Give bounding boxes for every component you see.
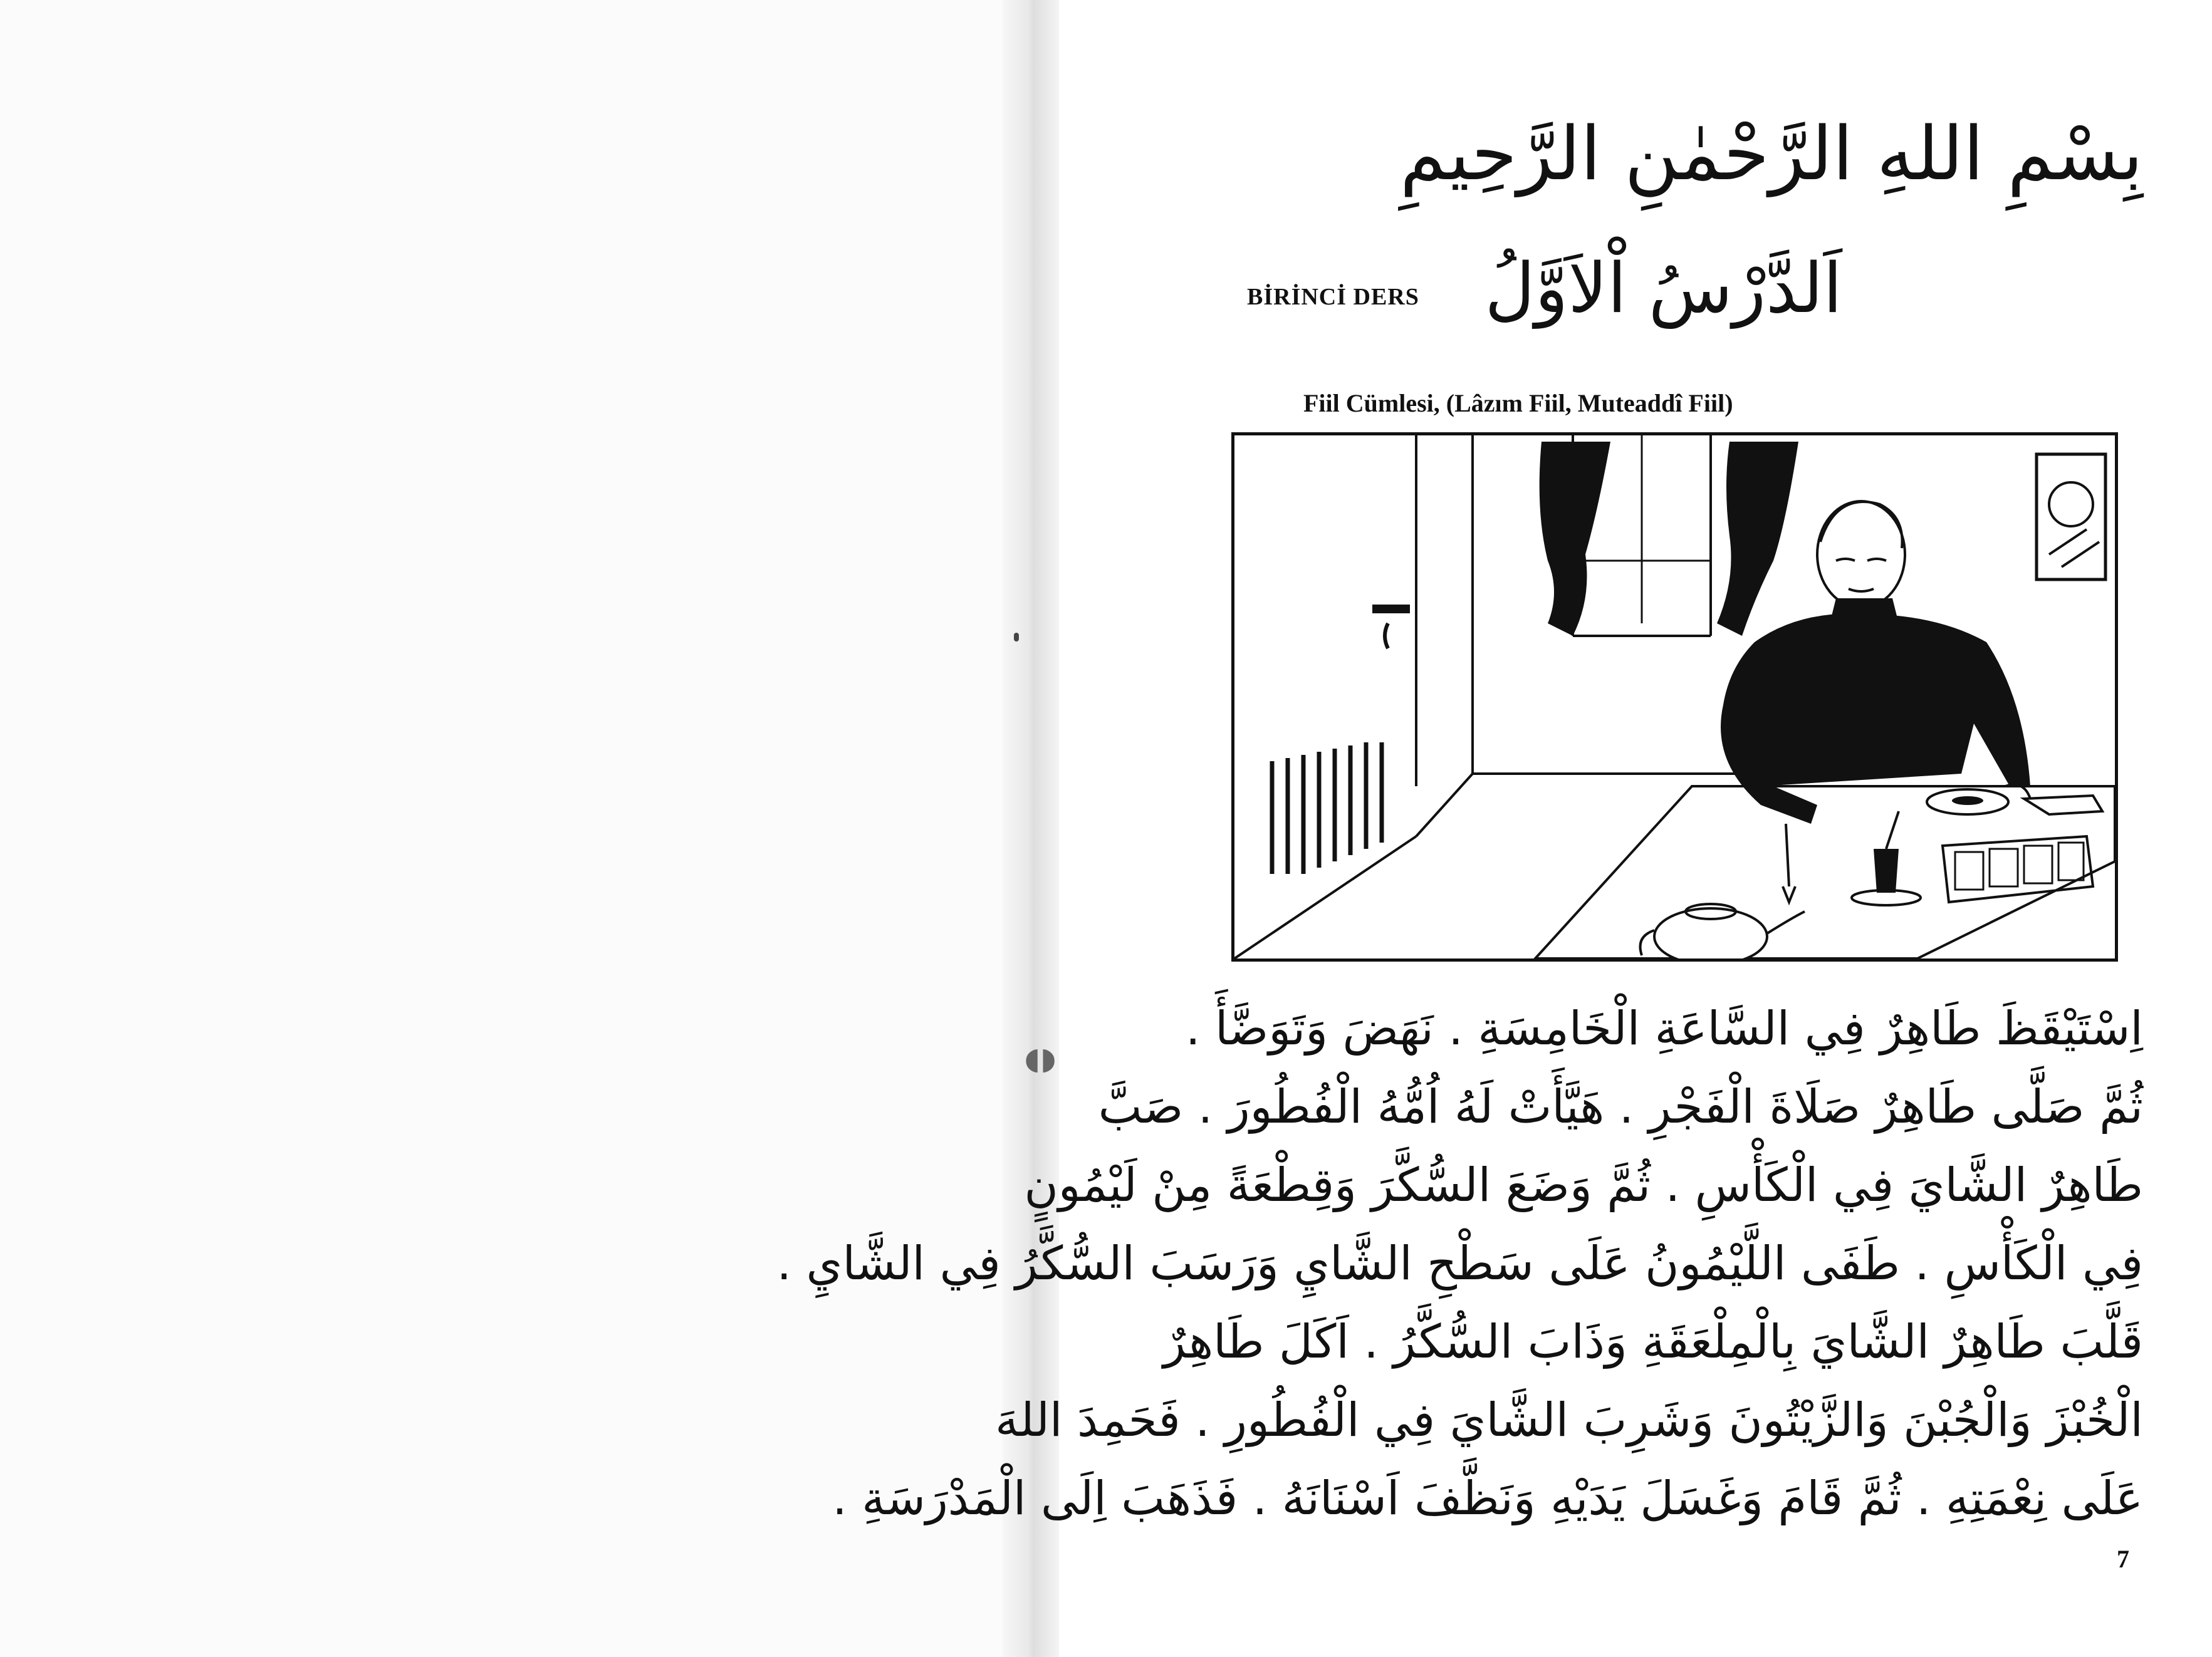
table-icon: [1535, 786, 2115, 958]
text-line-5: قَلَّبَ طَاهِرٌ الشَّايَ بِالْمِلْعَقَةِ وَذَابَ السُّكَّرُ . اَكَلَ طَاهِرٌ: [1163, 1315, 2143, 1369]
text-line-6: الْخُبْزَ وَالْجُبْنَ وَالزَّيْتُونَ وَشَرِبَ الشَّايَ فِي الْفُطُورِ . فَحَمِدَ اللهَ: [995, 1393, 2143, 1447]
text-line-7: عَلَى نِعْمَتِهِ . ثُمَّ قَامَ وَغَسَلَ يَدَيْهِ وَنَظَّفَ اَسْنَانَهُ . فَذَهَبَ اِلَى الْمَدْرَسَةِ .: [832, 1472, 2143, 1525]
radiator-icon: [1272, 742, 1382, 874]
lesson-subtitle: Fiil Cümlesi, (Lâzım Fiil, Muteaddî Fiil): [1303, 389, 1733, 417]
food-icon: [1952, 796, 1983, 805]
olive-tray-icon: [1943, 836, 2093, 902]
teapot-icon: [1641, 904, 1805, 958]
blank-left-page: [0, 0, 1028, 1657]
lesson-label-arabic: اَلدَّرْسُ اْلاَوَّلُ: [1484, 248, 1842, 328]
lesson-reading-text: [776, 990, 2143, 1541]
fork-icon: [1783, 824, 1795, 902]
text-line-3: طَاهِرٌ الشَّايَ فِي الْكَأْسِ . ثُمَّ وَضَعَ السُّكَّرَ وَقِطْعَةً مِنْ لَيْمُونٍ: [1024, 1158, 2143, 1212]
wall-picture-icon: [2037, 454, 2105, 579]
staple-mark-icon: ◖◗: [1024, 1041, 1056, 1076]
tea-glass-icon: [1852, 811, 1921, 905]
floor-line: [1234, 836, 1416, 958]
paper-speck: [1014, 633, 1019, 642]
key-icon: [1385, 623, 1388, 648]
lesson-label-turkish: BİRİNCİ DERS: [1247, 284, 1419, 310]
door-handle-icon: [1372, 605, 1410, 613]
text-line-1: اِسْتَيْقَظَ طَاهِرٌ فِي السَّاعَةِ الْخَامِسَةِ . نَهَضَ وَتَوَضَّأَ .: [1185, 1002, 2143, 1056]
text-line-4: فِي الْكَأْسِ . طَفَى اللَّيْمُونُ عَلَى سَطْحِ الشَّايِ وَرَسَبَ السُّكَّرُ فِي الشَّايِ .: [776, 1237, 2143, 1291]
floor-line: [1416, 774, 1473, 836]
bread-icon: [2024, 796, 2102, 814]
bismillah-heading: بِسْمِ اللهِ الرَّحْمٰنِ الرَّحِيمِ: [1400, 110, 2143, 197]
breakfast-scene-illustration: [1231, 432, 2118, 962]
illustration-drawing: [1234, 435, 2115, 958]
text-line-2: ثُمَّ صَلَّى طَاهِرٌ صَلَاةَ الْفَجْرِ . هَيَّأَتْ لَهُ اُمُّهُ الْفُطُورَ . صَبَّ: [1098, 1080, 2143, 1134]
curtain-right-icon: [1717, 442, 1798, 636]
page-number: 7: [2117, 1545, 2129, 1573]
curtain-left-icon: [1540, 442, 1610, 636]
